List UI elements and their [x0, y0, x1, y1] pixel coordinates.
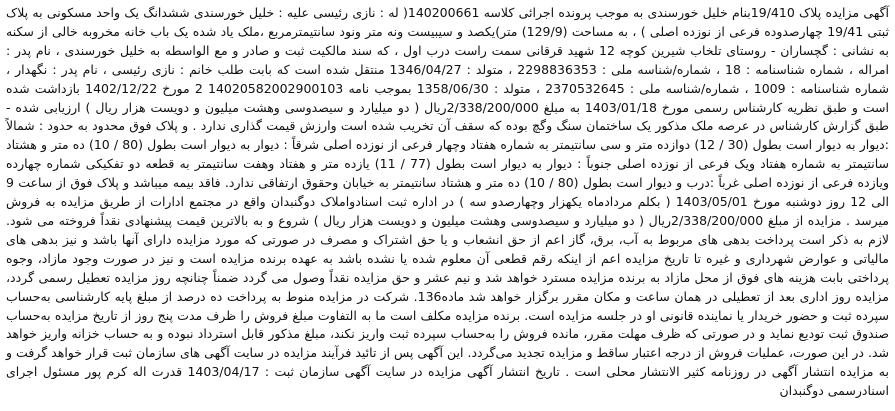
auction-notice-text: آگهی مزایده پلاک 19/410بنام خلیل خورسندی به موجب پرونده اجرائی کلاسه 140200661( له : نازی رئیسی علیه : خلیل خورسندی ششدانگ یک واحد مسکونی به پلاک ثبتی 19/41 چهارصدوده فرعی از نوزده اصلی ) ، به مساحت (129/9) متر)یکصد و سیبیست ونه متر ونود سانتیمترمربع ،ملک یاد شده یک باب خانه مخروبه خالی از سکنه به نشانی : گچساران - روستای تلخاب شیرین کوچه 12 شهید قرقانی سمت راست درب اول ، که سند مالکیت ثبت و صادر و مع الواسطه به خلیل خورسندی ، نام پدر : امراله ، شماره شناسنامه : 18 ، شماره/شناسه ملی : 2298836353 ، متولد : 1346/04/27 منتقل شده است که بابت طلب خانم : نازی رئیسی ، نام پدر : نگهدار ، شماره شناسنامه : 1009 ، شماره/شناسه ملی : 2370532645 ، متولد : 1358/06/30 بموجب نامه 14020582002900103 2 مورخ 1402/12/22 بازداشت شده است و طبق نظریه کارشناس رسمی مورخ 1403/01/18 به مبلغ 2/338/200/000ریال ( دو میلیارد و سیصدوسی وهشت میلیون و دویست هزار ریال ) ارزیابی شده - طبق گزارش کارشناس در عرصه ملک مذکور یک ساختمان سنگ وگچ بوده که سقف آن تخریب شده است وارزش قیمت گذاری ندارد . و پلاک فوق محدود به حدود : شمالاً :دیوار به دیوار است بطول (30 / 12) دوازده متر و سی سانتیمتر به شماره هفتاد وچهار فرعی از نوزده اصلی شرقاً : دیوار به دیوار است بطول (80 / 10) ده متر و هشتاد سانتیمتر به شماره هفتاد ویک فرعی از نوزده اصلی جنوباً : دیوار به دیوار است بطول (77 / 11) یازده متر و هفتاد وهفت سانتیمتر به قطعه دو تفکیکی شماره چهارده ویازده فرعی از نوزده اصلی غرباً :درب و دیوار است بطول (80 / 10) ده متر و هشتاد سانتیمتر به خیابان وحقوق ارتفاقی ندارد. فاقد بیمه میباشد و پلاک فوق از ساعت 9 الی 12 روز دوشنبه مورخ 1403/05/01 ( بکلم مردادماه یکهزار وچهارصدو سه ) در اداره ثبت اسنادواملاک دوگنبدان واقع در مجتمع ادارات از طریق مزایده به فروش میرسد . مزایده از مبلغ 2/338/200/000ریال ( دو میلیارد و سیصدوسی وهشت میلیون و دویست هزار ریال ) شروع و به بالاترین قیمت پیشنهادی نقداً فروخته می شود. لازم به ذکر است پرداخت بدهی های مربوط به آب، برق، گاز اعم از حق انشعاب و یا حق اشتراک و مصرف در صورتی که مورد مزایده دارای آنها باشد و نیز بدهی های مالیاتی و عوارض شهرداری و غیره تا تاریخ مزایده اعم از اینکه رقم قطعی آن معلوم شده یا نشده باشد به عهده برنده مزایده است و نیز در صورت وجود مازاد، وجوه پرداختی بابت هزینه های فوق از محل مازاد به برنده مزایده مسترد خواهد شد و نیم عشر و حق مزایده نقداً وصول می گردد ضمناً چنانچه روز مزایده تعطیل رسمی گردد، مزایده روز اداری بعد از تعطیلی در همان ساعت و مکان مقرر برگزار خواهد شد ماده136. شرکت در مزایده منوط به پرداخت ده درصد از مبلغ پایه کارشناسی به‌حساب سپرده ثبت و حضور خریدار یا نماینده قانونی او در جلسه مزایده است. برنده مزایده مکلف است ما به التفاوت مبلغ فروش را ظرف مدت پنج روز از تاریخ مزایده به‌حساب صندوق ثبت تودیع نماید و در صورتی که ظرف مهلت مقرر، مانده فروش را به‌حساب سپرده ثبت واریز نکند، مبلغ مذکور قابل استرداد نبوده و به حساب خزانه واریز خواهد شد. در این صورت، عملیات فروش از درجه اعتبار ساقط و مزایده تجدید می‌گردد. این آگهی پس از تائید فرآیند مزایده در سایت آگهی های سازمان ثبت قرار خواهد گرفت و به مزایده انتشار آگهی در روزنامه کثیر الانتشار محلی است . تاریخ انتشار آگهی مزایده در سایت آگهی سازمان ثبت : 1403/04/17 قدرت اله کرم پور مسئول اجرای اسنادرسمی دوگنبدان [6, 5, 890, 399]
